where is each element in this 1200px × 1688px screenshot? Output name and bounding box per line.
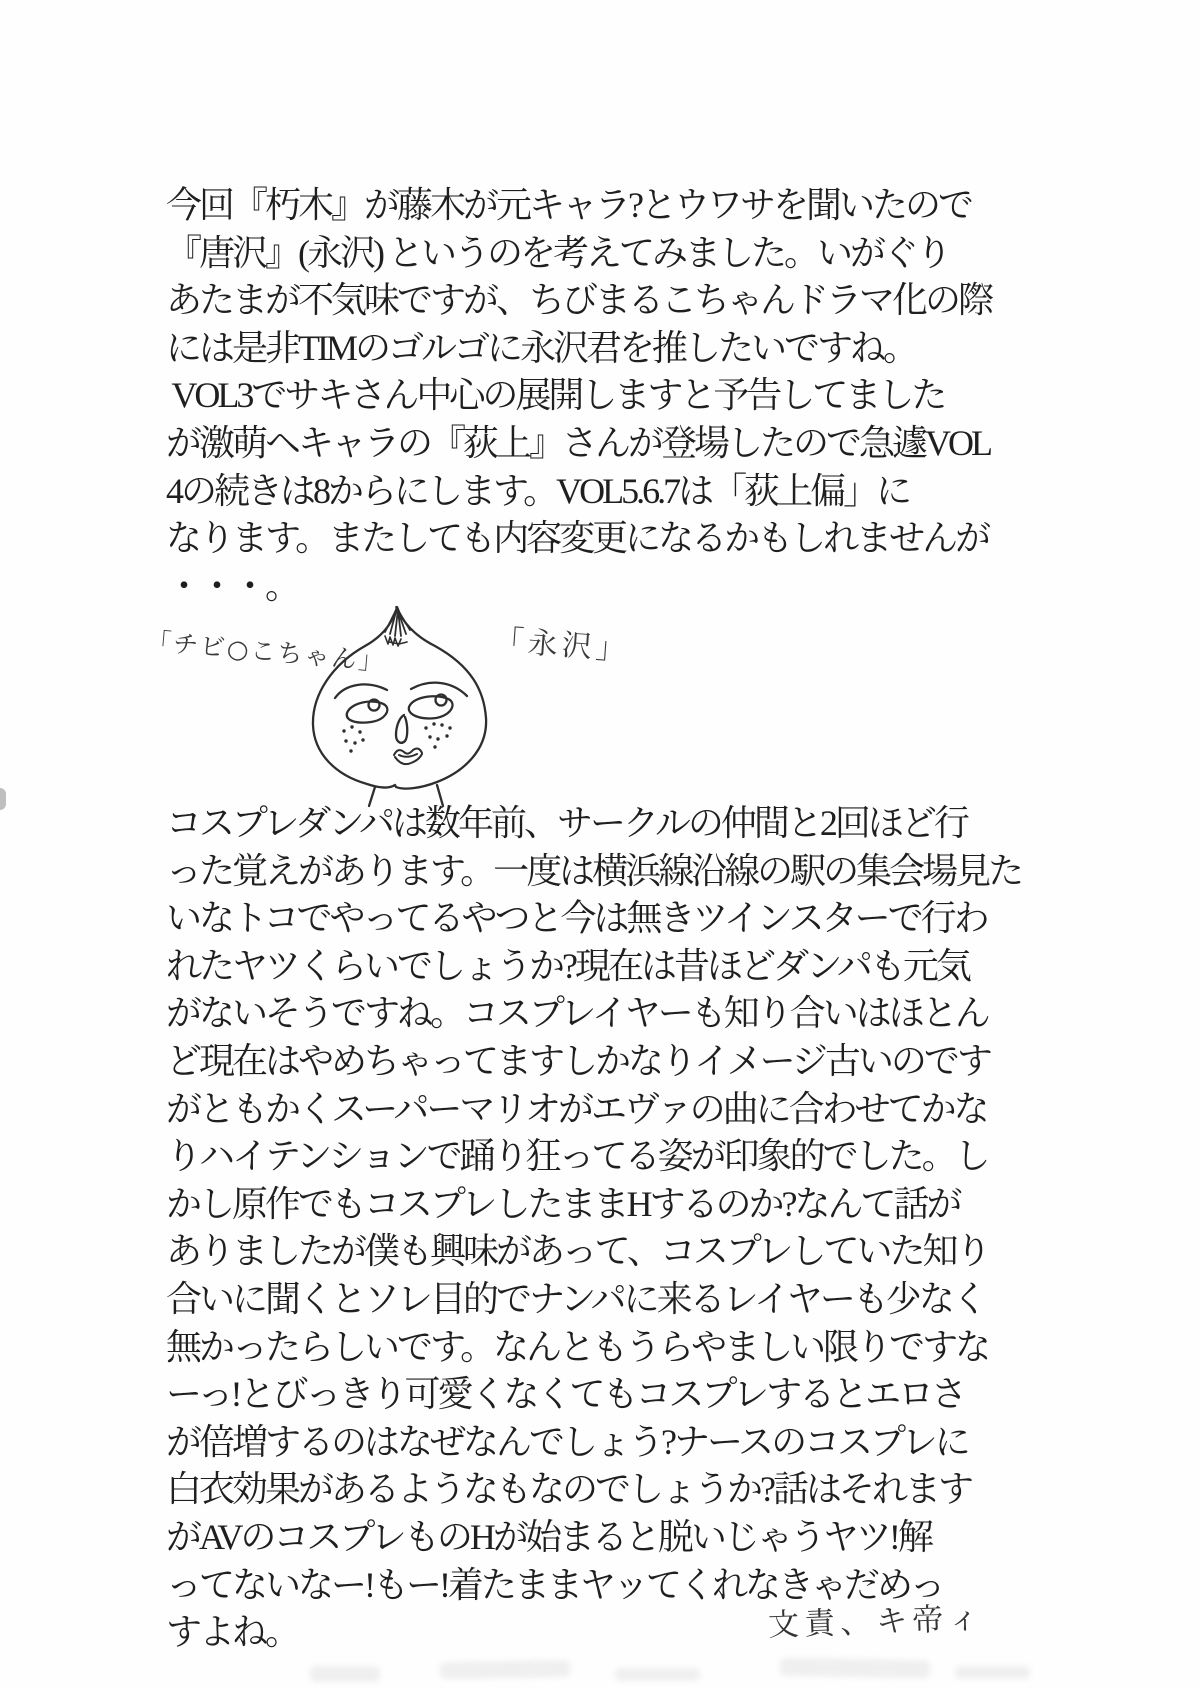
text-line: がないそうですね。コスプレイヤーも知り合いはほとん [166, 993, 988, 1034]
bleedthrough-smudge [955, 1666, 1030, 1679]
text-line: がともかくスーパーマリオがエヴァの曲に合わせてかな [166, 1088, 987, 1129]
onion-head-doodle [295, 594, 510, 809]
tip-hatch [385, 607, 410, 636]
text-line: ーっ!とびっきり可愛くなくてもコスプレするとエロさ [166, 1374, 965, 1415]
author-signature: 文責、キ帝ィ [767, 1600, 985, 1644]
text-line: VOL3でサキさん中心の展開しますと予告してました [166, 375, 945, 416]
text-line: コスプレダンパは数年前、サークルの仲間と2回ほど行 [166, 803, 967, 843]
text-line: が激萌ヘキャラの『荻上』さんが登場したので急遽VOL [166, 422, 990, 463]
bleedthrough-smudge [440, 1660, 570, 1679]
text-line: 合いに聞くとソレ目的でナンパに来るレイヤーも少なく [166, 1278, 985, 1319]
left-eyebrow [335, 684, 387, 698]
left-freckles [342, 725, 364, 752]
doodle-label-chibimarukochan: 「チビ○こちゃん」 [145, 626, 387, 677]
text-line: あたまが不気味ですが、ちびまるこちゃんドラマ化の際 [166, 280, 992, 321]
bleedthrough-smudge [615, 1668, 700, 1681]
text-line: 無かったらしいです。なんともうらやましい限りですな [166, 1326, 989, 1367]
text-line: 白衣効果があるようなもなのでしょうか?話はそれます [166, 1469, 971, 1510]
left-eye [347, 702, 388, 723]
text-line: 4の続きは8からにします。VOL5.6.7は「荻上偏」に [166, 470, 910, 511]
text-line: いなトコでやってるやつと今は無きツインスターで行わ [166, 898, 987, 939]
text-line: 『唐沢』(永沢) というのを考えてみました。いがぐり [166, 232, 949, 273]
text-line: りハイテンションで踊り狂ってる姿が印象的でした。し [166, 1136, 988, 1177]
text-line: には是非TIMのゴルゴに永沢君を推したいですね。 [166, 327, 916, 368]
text-line: なります。またしても内容変更になるかもしれませんが [166, 518, 989, 559]
nose [396, 715, 407, 743]
text-line: 今回『朽木』が藤木が元キャラ?とウワサを聞いたので [166, 185, 971, 225]
afterword-paragraph-1 [166, 182, 1016, 610]
tip-scribble [385, 636, 407, 646]
text-line: が倍増するのはなぜなんでしょう?ナースのコスプレに [166, 1421, 968, 1462]
doodle-label-nagasawa: 「永沢」 [492, 623, 631, 668]
right-freckles [424, 722, 451, 748]
text-line: かし原作でもコスプレしたままHするのか?なんて話が [166, 1183, 960, 1224]
text-line: ってないなー!もー!着たままヤッてくれなきゃだめっ [166, 1564, 943, 1605]
text-line: がAVのコスプレものHが始まると脱いじゃうヤツ!解 [166, 1516, 931, 1557]
afterword-paragraph-2 [166, 800, 1022, 1657]
scan-edge-mark [0, 788, 6, 810]
text-line: れたヤツくらいでしょうか?現在は昔ほどダンパも元気 [166, 945, 969, 986]
text-line: ど現在はやめちゃってますしかなりイメージ古いのです [166, 1040, 990, 1081]
text-line: ・・・。 [166, 565, 299, 606]
text-line: すよね。 [166, 1612, 299, 1653]
text-line: った覚えがあります。一度は横浜線沿線の駅の集会場見た [166, 850, 1022, 891]
bleedthrough-smudge [310, 1666, 380, 1682]
mouth [394, 749, 422, 765]
bleedthrough-smudge [780, 1658, 930, 1679]
text-line: ありましたが僕も興味があって、コスプレしていた知り [166, 1231, 989, 1272]
